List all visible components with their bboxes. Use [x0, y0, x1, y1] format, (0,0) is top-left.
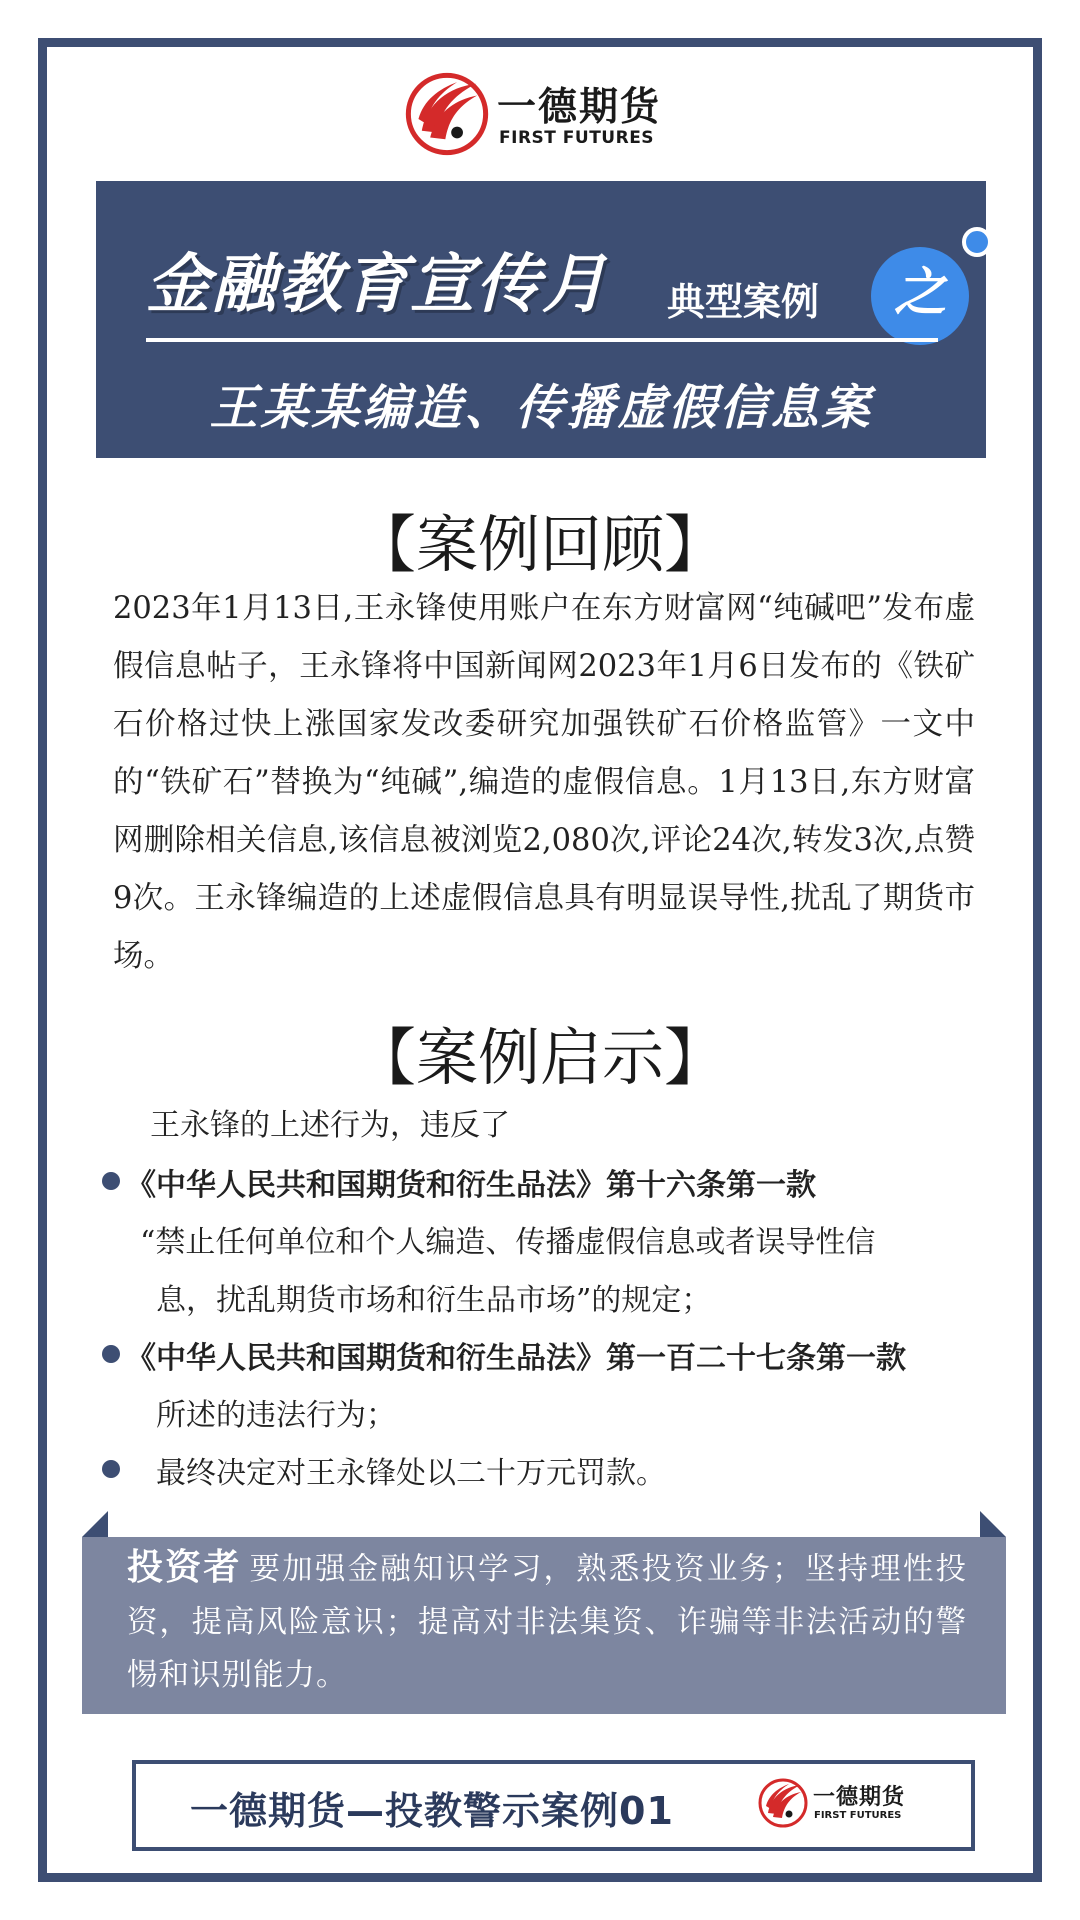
review-heading: 【案例回顾】 — [353, 508, 726, 581]
brand-logo — [405, 72, 675, 162]
law-citation-1: 《中华人民共和国期货和衍生品法》第十六条第一款 — [126, 1168, 816, 1203]
law-quote-line-2: 息，扰乱期货市场和衍生品市场”的规定； — [156, 1283, 712, 1318]
review-body: 2023年1月13日,王永锋使用账户在东方财富网“纯碱吧”发布虚假信息帖子，王永锋将中国新闻网2023年1月6日发布的《铁矿石价格过快上涨国家发改委研究加强铁矿石价格监管》一文中的“铁矿石”替换为“纯碱”,编造的虚假信息。1月13日,东方财富网删除相关信息,该信息被浏览2,080次,评论24次,转发3次,点赞9次。王永锋编造的上述虚假信息具有明显误导性,扰乱了期货市场。 — [113, 591, 975, 974]
law-2-note: 所述的违法行为； — [156, 1398, 396, 1433]
brand-name-en: FIRST FUTURES — [499, 128, 655, 148]
bullet-icon — [102, 1345, 120, 1363]
first-futures-logo-icon — [758, 1778, 808, 1828]
law-quote-line-1: “禁止任何单位和个人编造、传播虚假信息或者误导性信 — [140, 1225, 876, 1260]
ribbon-fold-left — [82, 1511, 108, 1537]
brand-name-cn: 一德期货 — [497, 85, 662, 130]
banner-suffix-badge: 之 — [871, 247, 969, 345]
bullet-icon — [102, 1172, 120, 1190]
footer-bar — [132, 1760, 975, 1851]
footer-brand-name-cn: 一德期货 — [813, 1785, 906, 1810]
case-name: 王某某编造、传播虚假信息案 — [209, 380, 873, 436]
footer-logo — [758, 1778, 918, 1834]
title-banner — [96, 181, 986, 458]
banner-subtitle: 典型案例 — [667, 280, 820, 324]
footer-brand-name-en: FIRST FUTURES — [814, 1810, 902, 1821]
insight-heading: 【案例启示】 — [353, 1021, 726, 1094]
penalty-text: 最终决定对王永锋处以二十万元罚款。 — [156, 1456, 666, 1491]
insight-intro: 王永锋的上述行为，违反了 — [150, 1108, 510, 1143]
banner-title: 金融教育宣传月 — [146, 248, 608, 322]
banner-divider — [146, 338, 938, 342]
law-citation-2: 《中华人民共和国期货和衍生品法》第一百二十七条第一款 — [126, 1341, 906, 1376]
ribbon-fold-right — [980, 1511, 1006, 1537]
first-futures-logo-icon — [405, 72, 489, 156]
footer-title: 一德期货—投教警示案例01 — [190, 1789, 674, 1833]
bullet-icon — [102, 1460, 120, 1478]
decorative-dot-icon — [962, 227, 992, 257]
investor-advice-text: 要加强金融知识学习，熟悉投资业务；坚持理性投资，提高风险意识；提高对非法集资、诈骗等非法活动的警惕和识别能力。 — [127, 1552, 967, 1693]
investor-label: 投资者 — [127, 1547, 242, 1588]
investor-advice — [127, 1541, 967, 1702]
